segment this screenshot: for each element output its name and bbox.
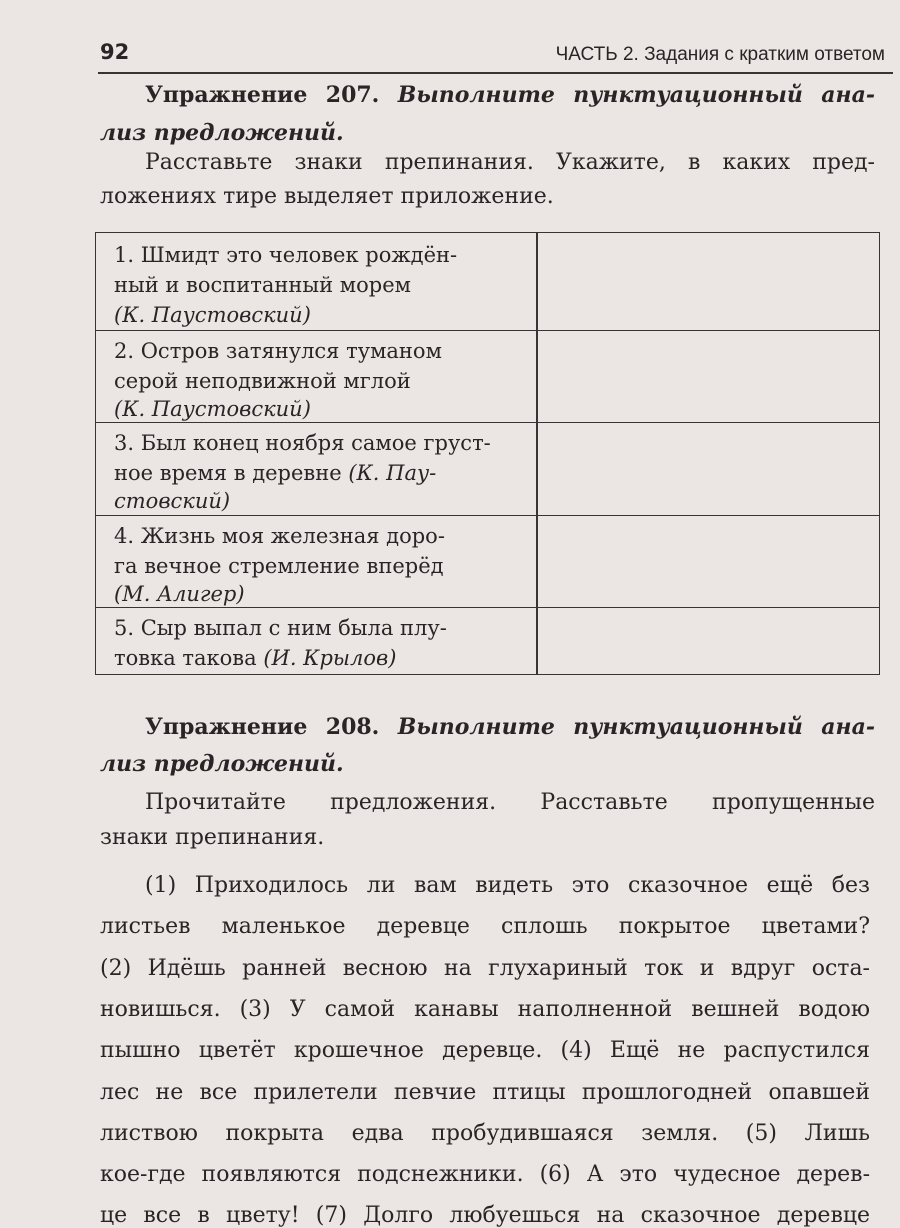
table-row	[96, 331, 879, 423]
text-line: листьев маленькое деревце сплошь покрытое цветами?	[100, 914, 870, 940]
exercise-table	[95, 232, 880, 675]
text-line: (1) Приходилось ли вам видеть это сказочное ещё без	[145, 873, 870, 898]
text-line: кое-где появляются подснежники. (6) А это чудесное дерев-	[100, 1162, 870, 1188]
text-line: листвою покрыта едва пробудившаяся земля. (5) Лишь	[100, 1120, 870, 1146]
text-line: новишься. (3) У самой канавы наполненной вешней водою	[100, 996, 870, 1022]
ex207-title-line-1	[145, 82, 875, 108]
ex207-task-cont: лиз предложений.	[100, 120, 344, 146]
page-number: 92	[100, 40, 130, 64]
sentence-author: (М. Алигер)	[114, 582, 245, 606]
ex207-instruction-2: ложениях тире выделяет приложение.	[100, 184, 554, 209]
answer-cell[interactable]	[538, 331, 879, 422]
ex207-label: Упражнение 207.	[145, 82, 380, 108]
ex208-task-cont: лиз предложений.	[100, 751, 344, 777]
ex208-title-line-1	[145, 714, 875, 740]
sentence-author: (К. Пау-	[348, 461, 437, 485]
ex208-title-line-2	[100, 751, 344, 777]
sentence-author: (К. Паустовский)	[114, 397, 311, 421]
running-title: ЧАСТЬ 2. Задания с кратким ответом	[555, 44, 885, 65]
answer-cell[interactable]	[538, 423, 879, 515]
answer-cell[interactable]	[538, 608, 879, 674]
sentence-text: ное время в деревне	[114, 461, 349, 485]
ex207-title-line-2	[100, 120, 344, 146]
table-row	[96, 423, 879, 516]
sentence-text: серой неподвижной мглой	[114, 369, 411, 393]
table-row	[96, 233, 879, 331]
table-row	[96, 608, 879, 674]
sentence-text: га вечное стремление вперёд	[114, 554, 444, 578]
sentence-text: 1. Шмидт это человек рождён-	[114, 243, 458, 267]
text-line: лес не все прилетели певчие птицы прошлогодней опавшей	[100, 1079, 870, 1105]
ex207-instruction-1: Расставьте знаки препинания. Укажите, в каких пред-	[145, 150, 875, 175]
sentence-text: товка такова	[114, 646, 264, 670]
sentence-text: 2. Остров затянулся туманом	[114, 339, 442, 363]
table-row	[96, 516, 879, 608]
sentence-text: 5. Сыр выпал с ним была плу-	[114, 616, 447, 640]
ex207-task: Выполните пунктуационный ана-	[397, 82, 875, 108]
sentence-author: (К. Паустовский)	[114, 303, 311, 327]
sentence-author: (И. Крылов)	[263, 646, 397, 670]
ex208-label: Упражнение 208.	[145, 714, 380, 740]
answer-cell[interactable]	[538, 233, 879, 330]
text-line: це все в цвету! (7) Долго любуешься на сказочное деревце	[100, 1203, 870, 1228]
sentence-text: 3. Был конец ноября самое груст-	[114, 431, 491, 455]
ex208-task: Выполните пунктуационный ана-	[397, 714, 875, 740]
ex208-instruction-2: знаки препинания.	[100, 825, 325, 850]
text-line: (2) Идёшь ранней весною на глухариный ток и вдруг оста-	[100, 955, 870, 981]
header-rule	[98, 72, 893, 74]
sentence-text: ный и воспитанный морем	[114, 273, 411, 297]
sentence-author-cont: стовский)	[114, 489, 231, 513]
sentence-text: 4. Жизнь моя железная доро-	[114, 524, 445, 548]
answer-cell[interactable]	[538, 516, 879, 607]
ex208-instruction-1: Прочитайте предложения. Расставьте пропущенные	[145, 790, 875, 815]
text-line: пышно цветёт крошечное деревце. (4) Ещё не распустился	[100, 1038, 870, 1064]
